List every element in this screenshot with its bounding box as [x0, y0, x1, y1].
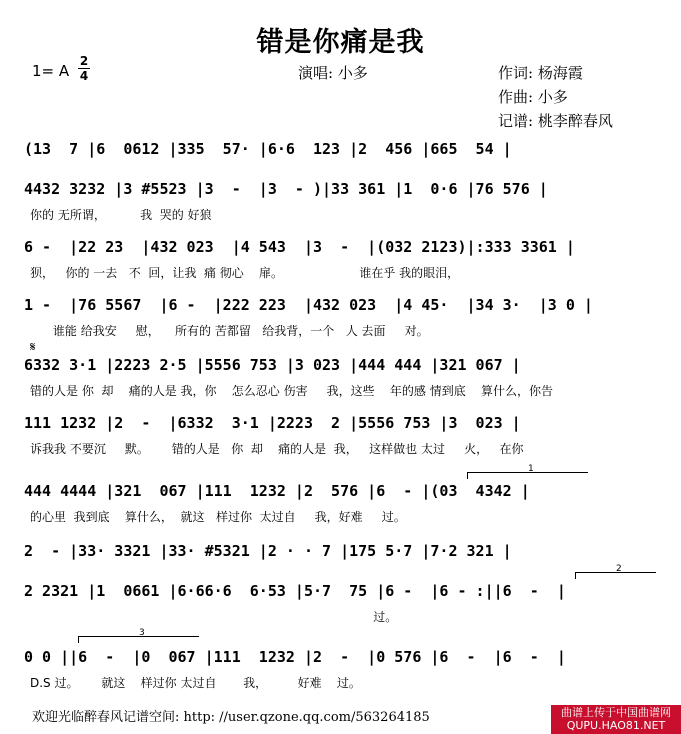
- time-signature-bottom: 4: [79, 69, 89, 83]
- singer-credit: 演唱: 小多: [298, 64, 368, 82]
- site-badge-line1: 曲谱上传于中国曲谱网: [561, 706, 671, 719]
- segno-icon: 𝄋: [30, 340, 36, 355]
- lyric-row: 错的人是 你 却 痛的人是 我，你 怎么忍心 伤害 我，这些 年的感 情到底 算什么，你告: [30, 384, 553, 398]
- footer-text: 欢迎光临醉春风记谱空间: http: //user.qzone.qq.com/563264185: [32, 710, 430, 725]
- lyric-row: 谁能 给我安 慰， 所有的 苦都留 给我背，一个 人 去面 对。: [30, 324, 429, 338]
- song-title: 错是你痛是我: [256, 27, 425, 58]
- notation-row: 0 0 ||6 - |0 067 |111 1232 |2 - |0 576 |6 - |6 - |: [24, 648, 566, 666]
- notation-row: 111 1232 |2 - |6332 3·1 |2223 2 |5556 753 |3 023 |: [24, 414, 521, 432]
- time-signature-top: 2: [79, 54, 89, 68]
- notation-row: 6332 3·1 |2223 2·5 |5556 753 |3 023 |444 444 |321 067 |: [24, 356, 521, 374]
- lyric-row: D.S 过。 就这 样过你 太过自 我， 好难 过。: [30, 676, 361, 690]
- site-badge-line2: QUPU.HAO81.NET: [566, 719, 666, 732]
- notation-row: 2 2321 |1 0661 |6·66·6 6·53 |5·7 75 |6 - |6 - :||6 - |: [24, 582, 566, 600]
- lyricist-credit: 作词: 杨海霞: [498, 64, 583, 82]
- key-signature: 1= A: [32, 62, 70, 80]
- lyric-row: 过。: [30, 610, 398, 624]
- site-badge: [551, 705, 681, 734]
- composer-credit: 作曲: 小多: [498, 88, 568, 106]
- notation-row: 6 - |22 23 |432 023 |4 543 |3 - |(032 2123)|:333 3361 |: [24, 238, 575, 256]
- lyric-row: 的心里 我到底 算什么， 就这 样过你 太过自 我，好难 过。: [30, 510, 406, 524]
- volta-bracket-3: 3: [78, 636, 199, 643]
- time-signature: [78, 55, 90, 82]
- transcriber-credit: 记谱: 桃李醉春风: [498, 112, 613, 130]
- notation-row: (13 7 |6 0612 |335 57· |6·6 123 |2 456 |665 54 |: [24, 140, 512, 158]
- lyric-row: 诉我我 不要沉 默。 错的人是 你 却 痛的人是 我， 这样做也 太过 火， 在你: [30, 442, 524, 456]
- notation-row: 4432 3232 |3 #5523 |3 - |3 - )|33 361 |1 0·6 |76 576 |: [24, 180, 548, 198]
- volta-bracket-1: 1: [467, 472, 588, 479]
- notation-row: 444 4444 |321 067 |111 1232 |2 576 |6 - |(03 4342 |: [24, 482, 530, 500]
- lyric-row: 狈， 你的 一去 不 回，让我 痛 彻心 扉。 谁在乎 我的眼泪，: [30, 266, 460, 280]
- volta-bracket-2: 2: [575, 572, 656, 579]
- notation-row: 1 - |76 5567 |6 - |222 223 |432 023 |4 45· |34 3· |3 0 |: [24, 296, 593, 314]
- notation-row: 2 - |33· 3321 |33· #5321 |2 · · 7 |175 5·7 |7·2 321 |: [24, 542, 512, 560]
- lyric-row: 你的 无所谓， 我 哭的 好狼: [30, 208, 212, 222]
